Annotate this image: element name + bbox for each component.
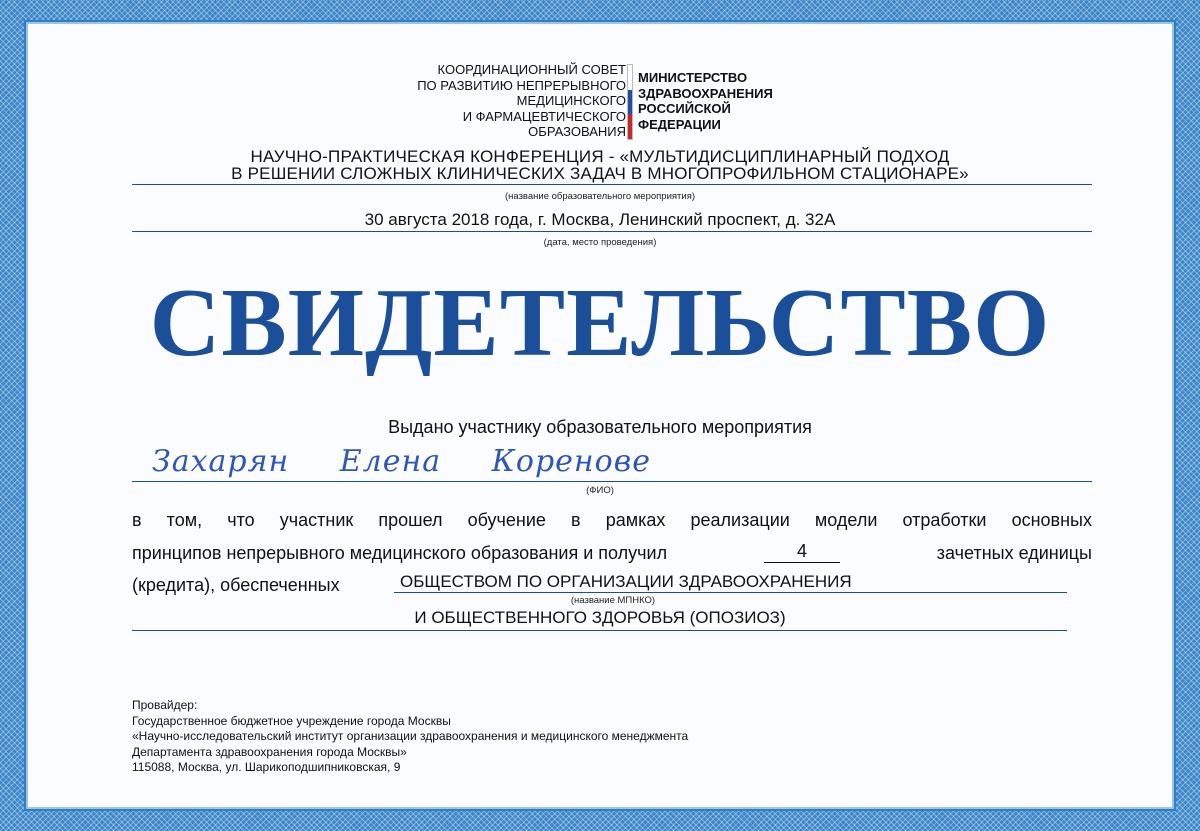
body-line-2-post: зачетных единицы	[936, 543, 1092, 563]
body-line-1: в том, что участник прошел обучение в рамках реализации модели отработки основных	[132, 510, 1092, 530]
ministry-line: МИНИСТЕРСТВО	[638, 70, 748, 85]
council-line: И ФАРМАЦЕВТИЧЕСКОГО	[462, 108, 626, 124]
credits-field	[764, 541, 840, 563]
event-name-caption: (название образовательного мероприятия)	[504, 191, 695, 202]
issued-to-label: Выдано участнику образовательного мероприятия	[388, 417, 812, 437]
provider-line: 115088, Москва, ул. Шарикоподшипниковская, 9	[132, 760, 401, 774]
mpnko-caption: (название МПНКО)	[570, 595, 656, 606]
credits-value: 4	[796, 541, 807, 561]
provider-line: Провайдер:	[132, 698, 198, 712]
ministry-line: ФЕДЕРАЦИИ	[638, 116, 721, 132]
ministry-line: РОССИЙСКОЙ	[638, 101, 731, 116]
date-place-caption: (дата, место проведения)	[543, 237, 657, 248]
certificate-title: СВИДЕТЕЛЬСТВО	[149, 269, 1051, 377]
council-line: КООРДИНАЦИОННЫЙ СОВЕТ	[437, 62, 626, 77]
body-line-2	[132, 543, 1092, 565]
council-line: ПО РАЗВИТИЮ НЕПРЕРЫВНОГО	[417, 77, 626, 93]
date-place-underline	[132, 231, 1092, 232]
flag-red-band	[628, 114, 632, 139]
provider-block	[132, 698, 688, 776]
provider-line: Департамента здравоохранения города Москвы»	[132, 744, 407, 759]
event-name-underline	[132, 184, 1092, 185]
participant-name-handwritten: Захарян Елена Коренове	[152, 444, 651, 479]
provider-org-line-1: ОБЩЕСТВОМ ПО ОРГАНИЗАЦИИ ЗДРАВООХРАНЕНИЯ	[400, 572, 852, 591]
body-line-3-pre: (кредита), обеспеченных	[132, 575, 340, 595]
provider-org-underline-1	[394, 592, 1067, 593]
participant-name-underline	[132, 481, 1092, 482]
provider-org-underline-2	[132, 630, 1067, 631]
certificate-paper	[28, 24, 1172, 807]
body-line-2-pre: принципов непрерывного медицинского образования и получил	[132, 543, 668, 563]
provider-line: Государственное бюджетное учреждение города Москвы	[132, 713, 451, 728]
ministry-block	[638, 70, 773, 132]
council-line: МЕДИЦИНСКОГО	[516, 93, 626, 109]
council-block	[398, 62, 626, 140]
provider-org-line-2: И ОБЩЕСТВЕННОГО ЗДОРОВЬЯ (ОПОЗИОЗ)	[414, 608, 786, 627]
event-name	[28, 148, 1172, 182]
event-name-line-2: В РЕШЕНИИ СЛОЖНЫХ КЛИНИЧЕСКИХ ЗАДАЧ В МНОГОПРОФИЛЬНОМ СТАЦИОНАРЕ»	[231, 164, 969, 183]
ministry-line: ЗДРАВООХРАНЕНИЯ	[638, 85, 773, 101]
event-date-place: 30 августа 2018 года, г. Москва, Ленинский проспект, д. 32А	[364, 210, 836, 229]
flag-blue-band	[628, 90, 632, 115]
fio-caption: (ФИО)	[586, 485, 614, 496]
russian-flag-stripe	[627, 64, 633, 140]
event-name-line-1: НАУЧНО-ПРАКТИЧЕСКАЯ КОНФЕРЕНЦИЯ - «МУЛЬТИДИСЦИПЛИНАРНЫЙ ПОДХОД	[250, 147, 950, 166]
provider-line: «Научно-исследовательский институт организации здравоохранения и медицинского менеджмента	[132, 729, 689, 743]
council-line: ОБРАЗОВАНИЯ	[528, 124, 626, 140]
flag-white-band	[628, 65, 632, 90]
